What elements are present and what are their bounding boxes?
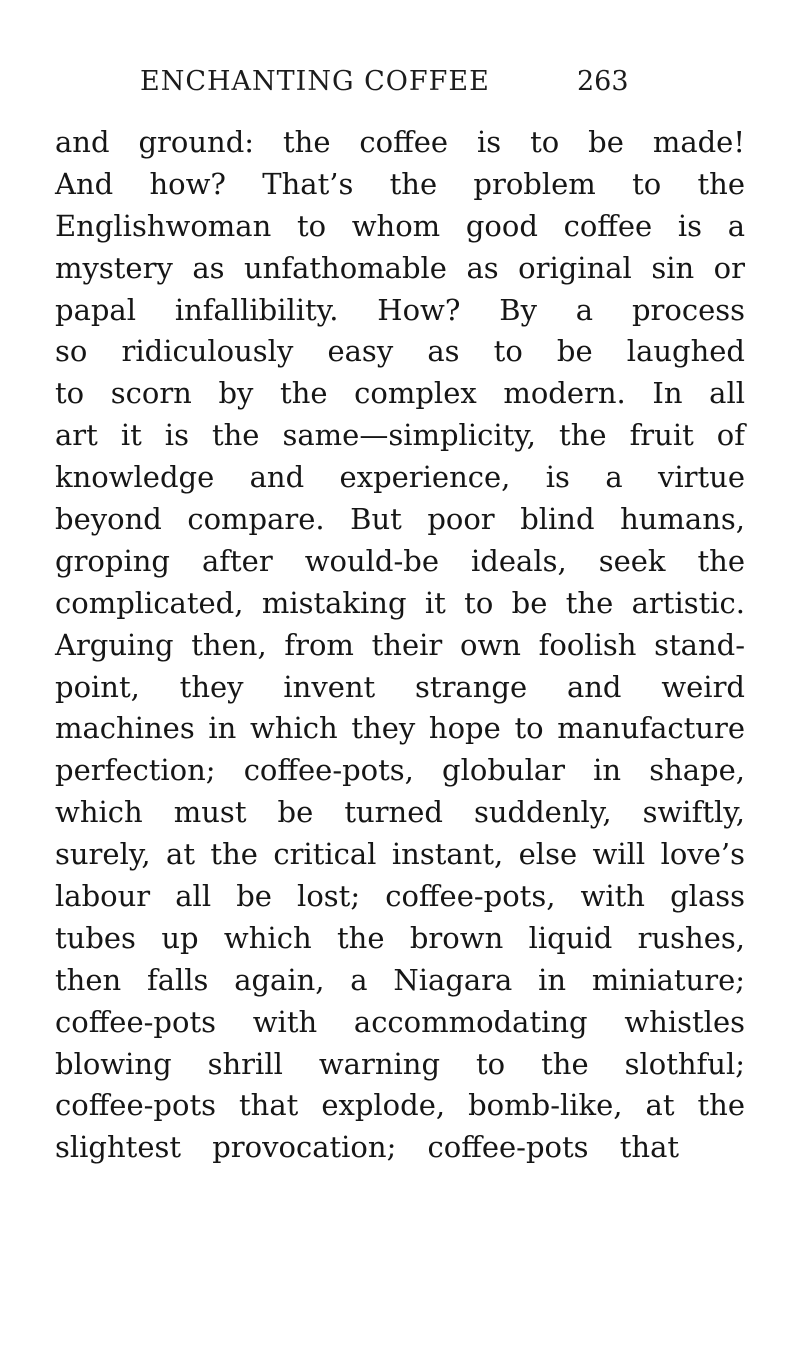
- text-line: coffee-pots that explode, bomb-like, at the: [55, 1088, 745, 1123]
- text-line: And how? That’s the problem to the: [55, 166, 745, 201]
- text-line: knowledge and experience, is a virtue: [55, 460, 745, 495]
- text-line: papal infallibility. How? By a process: [55, 292, 745, 327]
- text-line: groping after would-be ideals, seek the: [55, 543, 745, 578]
- text-line: Arguing then, from their own foolish stand-: [55, 627, 745, 662]
- text-line: beyond compare. But poor blind humans,: [55, 502, 745, 537]
- text-line: tubes up which the brown liquid rushes,: [55, 920, 745, 955]
- text-line: Englishwoman to whom good coffee is a: [55, 208, 745, 243]
- text-line: then falls again, a Niagara in miniature;: [55, 962, 745, 997]
- text-line: and ground: the coffee is to be made!: [55, 125, 745, 159]
- page-number: 263: [577, 66, 629, 97]
- text-line: mystery as unfathomable as original sin or: [55, 250, 745, 285]
- text-line: to scorn by the complex modern. In all: [55, 376, 745, 411]
- text-line: surely, at the critical instant, else will love’s: [55, 837, 745, 872]
- running-head: [140, 66, 760, 106]
- text-line: coffee-pots with accommodating whistles: [55, 1004, 745, 1039]
- text-line: point, they invent strange and weird: [55, 669, 745, 704]
- text-line: complicated, mistaking it to be the artistic.: [55, 585, 745, 620]
- text-line: perfection; coffee-pots, globular in shape,: [55, 753, 745, 788]
- text-line: blowing shrill warning to the slothful;: [55, 1046, 745, 1081]
- running-title: ENCHANTING COFFEE: [140, 66, 490, 97]
- body-text: [55, 122, 745, 1169]
- text-line: art it is the same—simplicity, the fruit of: [55, 418, 745, 453]
- text-line: so ridiculously easy as to be laughed: [55, 334, 745, 369]
- text-line: machines in which they hope to manufacture: [55, 711, 745, 746]
- text-line: which must be turned suddenly, swiftly,: [55, 795, 745, 830]
- text-line: labour all be lost; coffee-pots, with glass: [55, 879, 745, 914]
- text-line: slightest provocation; coffee-pots that: [55, 1130, 680, 1165]
